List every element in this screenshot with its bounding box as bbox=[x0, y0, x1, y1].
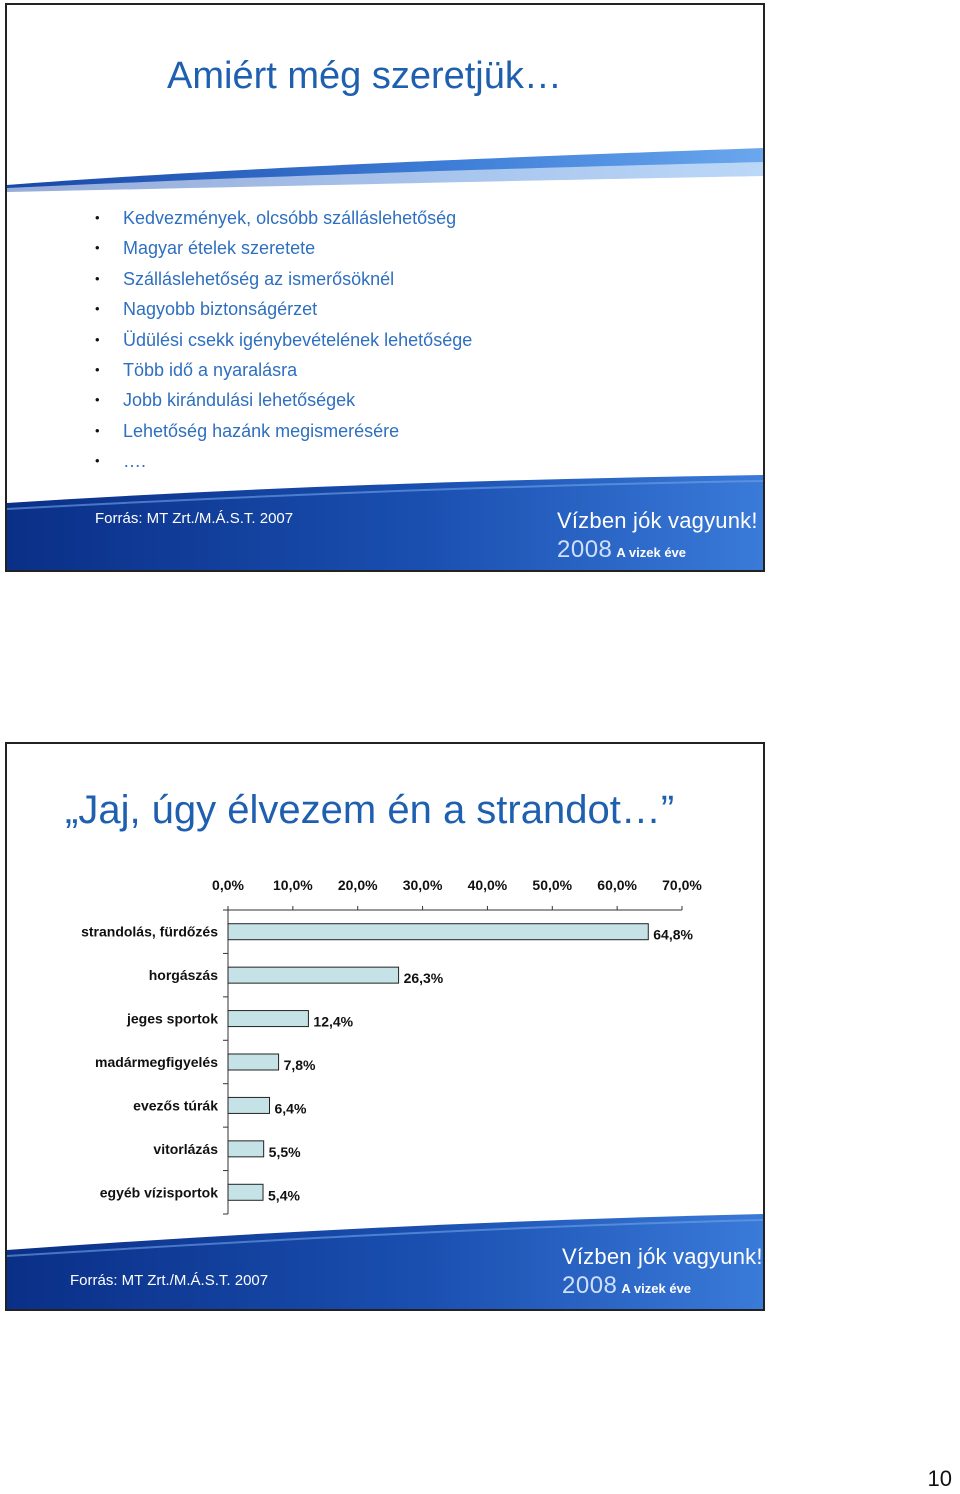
list-item: • …. bbox=[95, 446, 472, 476]
data-label: 5,4% bbox=[268, 1187, 300, 1204]
slide-1-title: Amiért még szeretjük… bbox=[167, 55, 562, 97]
x-tick-label: 20,0% bbox=[337, 877, 378, 893]
list-item: • Több idő a nyaralásra bbox=[95, 355, 472, 385]
data-label: 7,8% bbox=[283, 1057, 316, 1073]
category-label: egyéb vízisportok bbox=[99, 1184, 218, 1201]
x-tick-label: 70,0% bbox=[662, 877, 702, 893]
bar bbox=[228, 1141, 264, 1157]
bar bbox=[228, 1011, 308, 1027]
source-text: Forrás: MT Zrt./M.Á.S.T. 2007 bbox=[95, 510, 294, 527]
page-number: 10 bbox=[927, 1466, 952, 1491]
bullet-icon: • bbox=[95, 240, 100, 256]
bar bbox=[228, 1054, 279, 1070]
data-label: 5,5% bbox=[268, 1143, 301, 1160]
bullet-icon: • bbox=[95, 270, 100, 286]
data-label: 6,4% bbox=[274, 1100, 307, 1117]
source-text: Forrás: MT Zrt./M.Á.S.T. 2007 bbox=[70, 1272, 269, 1289]
category-label: horgászás bbox=[148, 967, 218, 984]
bullet-icon: • bbox=[95, 392, 100, 408]
x-tick-label: 30,0% bbox=[402, 877, 443, 893]
logo-slogan: Vízben jók vagyunk! bbox=[557, 508, 758, 533]
x-tick-label: 10,0% bbox=[273, 877, 313, 893]
bar-chart bbox=[7, 744, 763, 1224]
slide-2 bbox=[5, 742, 765, 1311]
data-label: 64,8% bbox=[653, 926, 693, 943]
logo bbox=[562, 1244, 763, 1300]
bullet-icon: • bbox=[95, 331, 100, 347]
bar bbox=[228, 1184, 263, 1200]
x-tick-label: 0,0% bbox=[212, 877, 244, 893]
list-item: • Jobb kirándulási lehetőségek bbox=[95, 385, 472, 415]
logo-subtitle: A vizek éve bbox=[621, 1281, 692, 1296]
bullet-icon: • bbox=[95, 210, 100, 225]
logo-slogan: Vízben jók vagyunk! bbox=[562, 1244, 763, 1269]
list-item: • Lehetőség hazánk megismerésére bbox=[95, 416, 472, 446]
data-label: 12,4% bbox=[313, 1013, 354, 1030]
list-item: • Magyar ételek szeretete bbox=[95, 233, 472, 263]
slide-1 bbox=[5, 3, 765, 572]
bullet-icon: • bbox=[95, 301, 100, 317]
slide-2-title: „Jaj, úgy élvezem én a strandot…” bbox=[65, 788, 675, 832]
logo-year: 2008 bbox=[562, 1272, 618, 1299]
bar bbox=[228, 924, 648, 940]
x-tick-label: 50,0% bbox=[532, 877, 573, 893]
category-label: strandolás, fürdőzés bbox=[81, 923, 218, 940]
logo-year: 2008 bbox=[557, 536, 613, 563]
logo bbox=[557, 508, 758, 564]
bullet-list bbox=[95, 203, 472, 477]
x-tick-label: 40,0% bbox=[467, 877, 508, 893]
list-item: • Kedvezmények, olcsóbb szálláslehetőség bbox=[95, 203, 472, 233]
data-label: 26,3% bbox=[403, 970, 444, 987]
list-item: • Szálláslehetőség az ismerősöknél bbox=[95, 264, 472, 294]
bar bbox=[228, 967, 399, 983]
category-label: evezős túrák bbox=[133, 1097, 218, 1114]
category-label: madármegfigyelés bbox=[95, 1054, 218, 1070]
category-label: jeges sportok bbox=[126, 1010, 218, 1027]
list-item: • Üdülési csekk igénybevételének lehetősége bbox=[95, 325, 472, 355]
bar bbox=[228, 1097, 270, 1113]
bullet-icon: • bbox=[95, 361, 100, 377]
bullet-icon: • bbox=[95, 453, 100, 469]
top-wave-decoration bbox=[7, 140, 763, 200]
list-item: • Nagyobb biztonságérzet bbox=[95, 294, 472, 324]
x-tick-label: 60,0% bbox=[597, 877, 637, 893]
logo-subtitle: A vizek éve bbox=[616, 545, 687, 560]
category-label: vitorlázás bbox=[153, 1140, 218, 1157]
bullet-icon: • bbox=[95, 422, 100, 438]
